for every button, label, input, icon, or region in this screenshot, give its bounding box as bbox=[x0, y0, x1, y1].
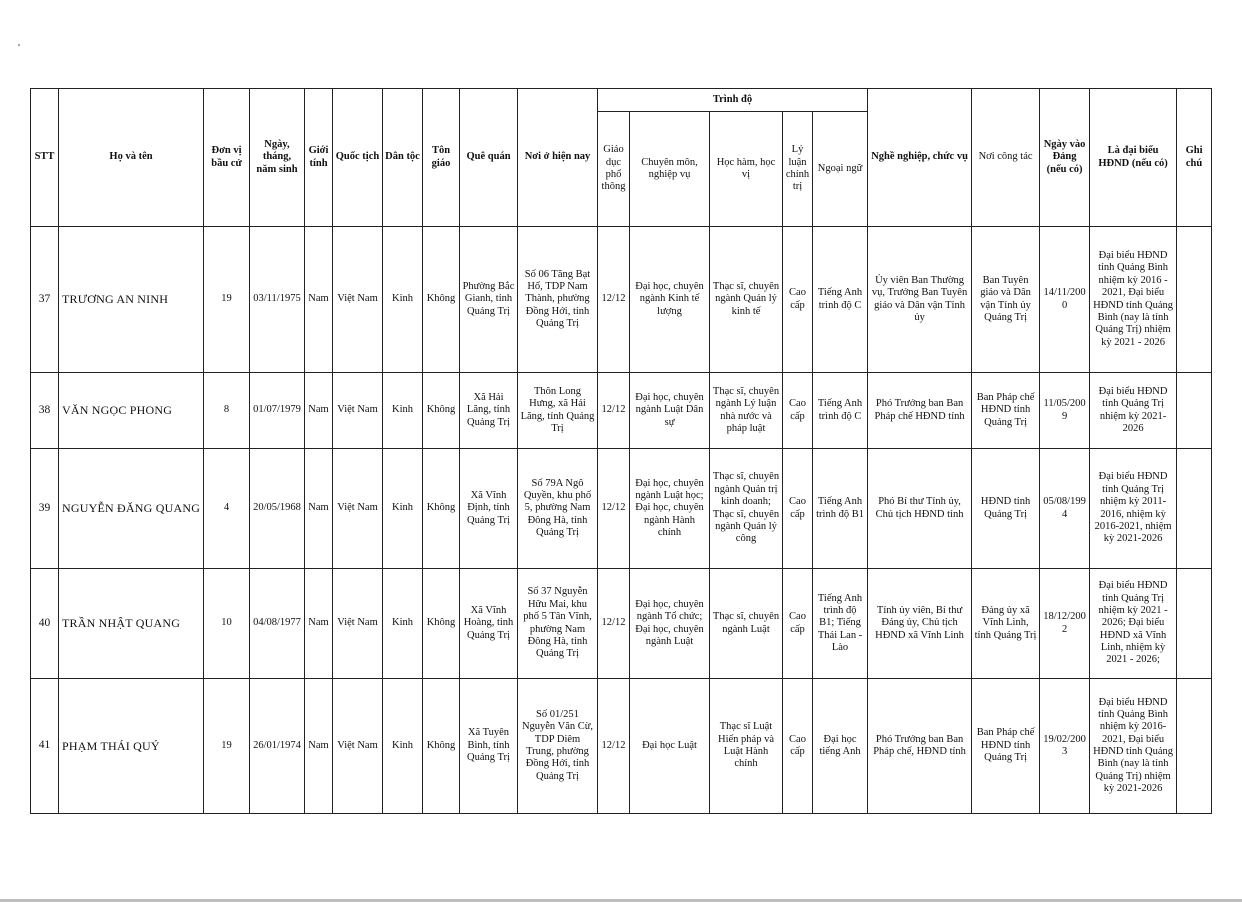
cell-noi-o: Số 37 Nguyễn Hữu Mai, khu phố 5 Tân Vĩnh, phường Nam Đông Hà, tỉnh Quảng Trị bbox=[518, 569, 598, 679]
col-que-quan: Quê quán bbox=[460, 89, 518, 227]
cell-ngoai-ngu: Tiếng Anh trình độ C bbox=[813, 373, 868, 449]
cell-ton-giao: Không bbox=[423, 569, 460, 679]
cell-ton-giao: Không bbox=[423, 227, 460, 373]
table-row bbox=[31, 449, 1212, 569]
cell-noi-o: Số 79A Ngô Quyền, khu phố 5, phường Nam Đông Hà, tỉnh Quảng Trị bbox=[518, 449, 598, 569]
cell-nghe-nghiep: Phó Trưởng ban Ban Pháp chế, HĐND tỉnh bbox=[868, 679, 972, 814]
cell-nghe-nghiep: Phó Trưởng ban Ban Pháp chế HĐND tỉnh bbox=[868, 373, 972, 449]
cell-noi-o: Thôn Long Hưng, xã Hải Lăng, tỉnh Quảng Trị bbox=[518, 373, 598, 449]
cell-gioi-tinh: Nam bbox=[305, 679, 333, 814]
cell-ton-giao: Không bbox=[423, 679, 460, 814]
cell-quoc-tich: Việt Nam bbox=[333, 449, 383, 569]
cell-ngay-vao-dang: 05/08/1994 bbox=[1040, 449, 1090, 569]
cell-ghi-chu bbox=[1177, 227, 1212, 373]
cell-giao-duc: 12/12 bbox=[598, 679, 630, 814]
cell-quoc-tich: Việt Nam bbox=[333, 227, 383, 373]
cell-ly-luan: Cao cấp bbox=[783, 569, 813, 679]
cell-noi-o: Số 06 Tăng Bạt Hổ, TDP Nam Thành, phường Đồng Hới, tỉnh Quảng Trị bbox=[518, 227, 598, 373]
col-ngoai-ngu: Ngoại ngữ bbox=[813, 112, 868, 227]
cell-dai-bieu: Đại biểu HĐND tỉnh Quảng Trị nhiệm kỳ 2021-2026 bbox=[1090, 373, 1177, 449]
cell-chuyen-mon: Đại học, chuyên ngành Kinh tế lượng bbox=[630, 227, 710, 373]
cell-dai-bieu: Đại biểu HĐND tỉnh Quảng Trị nhiệm kỳ 2011-2016, nhiệm kỳ 2016-2021, nhiệm kỳ 2021-2026 bbox=[1090, 449, 1177, 569]
cell-dai-bieu: Đại biểu HĐND tỉnh Quảng Bình nhiệm kỳ 2016 - 2021, Đại biểu HĐND tỉnh Quảng Bình (nay là tỉnh Quảng Trị) nhiệm kỳ 2021 - 2026 bbox=[1090, 227, 1177, 373]
cell-ngoai-ngu: Đại học tiếng Anh bbox=[813, 679, 868, 814]
cell-noi-cong-tac: Ban Tuyên giáo và Dân vận Tỉnh ủy Quảng Trị bbox=[972, 227, 1040, 373]
cell-noi-o: Số 01/251 Nguyễn Văn Cừ, TDP Diêm Trung, phường Đồng Hới, tỉnh Quảng Trị bbox=[518, 679, 598, 814]
cell-don-vi: 19 bbox=[204, 227, 250, 373]
cell-ghi-chu bbox=[1177, 449, 1212, 569]
col-noi-cong-tac: Nơi công tác bbox=[972, 89, 1040, 227]
col-noi-o: Nơi ở hiện nay bbox=[518, 89, 598, 227]
cell-stt: 38 bbox=[31, 373, 59, 449]
col-dan-toc: Dân tộc bbox=[383, 89, 423, 227]
cell-que-quan: Xã Vĩnh Hoàng, tỉnh Quảng Trị bbox=[460, 569, 518, 679]
cell-ton-giao: Không bbox=[423, 373, 460, 449]
cell-don-vi: 8 bbox=[204, 373, 250, 449]
cell-giao-duc: 12/12 bbox=[598, 449, 630, 569]
cell-ngay-vao-dang: 19/02/2003 bbox=[1040, 679, 1090, 814]
cell-ly-luan: Cao cấp bbox=[783, 679, 813, 814]
col-ly-luan: Lý luận chính trị bbox=[783, 112, 813, 227]
col-dai-bieu: Là đại biểu HĐND (nếu có) bbox=[1090, 89, 1177, 227]
header-row-top bbox=[31, 89, 1212, 112]
col-hoc-ham: Học hàm, học vị bbox=[710, 112, 783, 227]
table-row bbox=[31, 373, 1212, 449]
cell-chuyen-mon: Đại học, chuyên ngành Luật học; Đại học, chuyên ngành Hành chính bbox=[630, 449, 710, 569]
cell-ho-ten: NGUYỄN ĐĂNG QUANG bbox=[59, 449, 204, 569]
cell-ghi-chu bbox=[1177, 679, 1212, 814]
cell-nghe-nghiep: Phó Bí thư Tỉnh ủy, Chủ tịch HĐND tỉnh bbox=[868, 449, 972, 569]
scan-speck bbox=[18, 44, 20, 46]
cell-gioi-tinh: Nam bbox=[305, 449, 333, 569]
cell-dan-toc: Kinh bbox=[383, 373, 423, 449]
cell-don-vi: 19 bbox=[204, 679, 250, 814]
col-quoc-tich: Quốc tịch bbox=[333, 89, 383, 227]
cell-ngay-sinh: 26/01/1974 bbox=[250, 679, 305, 814]
cell-hoc-ham: Thạc sĩ, chuyên ngành Lý luận nhà nước và pháp luật bbox=[710, 373, 783, 449]
table-row bbox=[31, 679, 1212, 814]
cell-gioi-tinh: Nam bbox=[305, 373, 333, 449]
cell-noi-cong-tac: Đảng ủy xã Vĩnh Linh, tỉnh Quảng Trị bbox=[972, 569, 1040, 679]
cell-noi-cong-tac: HĐND tỉnh Quảng Trị bbox=[972, 449, 1040, 569]
cell-dan-toc: Kinh bbox=[383, 227, 423, 373]
cell-ho-ten: PHẠM THÁI QUÝ bbox=[59, 679, 204, 814]
cell-chuyen-mon: Đại học, chuyên ngành Tổ chức; Đại học, chuyên ngành Luật bbox=[630, 569, 710, 679]
cell-gioi-tinh: Nam bbox=[305, 569, 333, 679]
cell-ngoai-ngu: Tiếng Anh trình độ B1 bbox=[813, 449, 868, 569]
cell-stt: 41 bbox=[31, 679, 59, 814]
cell-don-vi: 4 bbox=[204, 449, 250, 569]
cell-hoc-ham: Thạc sĩ Luật Hiến pháp và Luật Hành chính bbox=[710, 679, 783, 814]
delegate-table bbox=[30, 88, 1212, 814]
col-nghe-nghiep: Nghề nghiệp, chức vụ bbox=[868, 89, 972, 227]
col-ton-giao: Tôn giáo bbox=[423, 89, 460, 227]
cell-stt: 39 bbox=[31, 449, 59, 569]
cell-ngoai-ngu: Tiếng Anh trình độ C bbox=[813, 227, 868, 373]
cell-hoc-ham: Thạc sĩ, chuyên ngành Quản trị kinh doanh; Thạc sĩ, chuyên ngành Quản lý công bbox=[710, 449, 783, 569]
cell-dai-bieu: Đại biểu HĐND tỉnh Quảng Bình nhiệm kỳ 2016-2021, Đại biểu HĐND tỉnh Quảng Bình (nay là tỉnh Quảng Trị) nhiệm kỳ 2021-2026 bbox=[1090, 679, 1177, 814]
cell-ngay-sinh: 20/05/1968 bbox=[250, 449, 305, 569]
cell-dan-toc: Kinh bbox=[383, 679, 423, 814]
cell-chuyen-mon: Đại học, chuyên ngành Luật Dân sự bbox=[630, 373, 710, 449]
cell-quoc-tich: Việt Nam bbox=[333, 373, 383, 449]
cell-hoc-ham: Thạc sĩ, chuyên ngành Luật bbox=[710, 569, 783, 679]
col-gioi-tinh: Giới tính bbox=[305, 89, 333, 227]
col-don-vi: Đơn vị bầu cử bbox=[204, 89, 250, 227]
cell-ngay-sinh: 01/07/1979 bbox=[250, 373, 305, 449]
col-chuyen-mon: Chuyên môn, nghiệp vụ bbox=[630, 112, 710, 227]
table-row bbox=[31, 227, 1212, 373]
cell-ton-giao: Không bbox=[423, 449, 460, 569]
cell-que-quan: Xã Vĩnh Định, tỉnh Quảng Trị bbox=[460, 449, 518, 569]
col-group-trinh-do: Trình độ bbox=[598, 89, 868, 112]
cell-ho-ten: VĂN NGỌC PHONG bbox=[59, 373, 204, 449]
col-ghi-chu: Ghi chú bbox=[1177, 89, 1212, 227]
col-ngay-vao-dang: Ngày vào Đảng (nếu có) bbox=[1040, 89, 1090, 227]
cell-ly-luan: Cao cấp bbox=[783, 227, 813, 373]
cell-gioi-tinh: Nam bbox=[305, 227, 333, 373]
col-stt: STT bbox=[31, 89, 59, 227]
cell-don-vi: 10 bbox=[204, 569, 250, 679]
cell-nghe-nghiep: Ủy viên Ban Thường vụ, Trưởng Ban Tuyên giáo và Dân vận Tỉnh ủy bbox=[868, 227, 972, 373]
cell-noi-cong-tac: Ban Pháp chế HĐND tỉnh Quảng Trị bbox=[972, 373, 1040, 449]
cell-ngay-sinh: 03/11/1975 bbox=[250, 227, 305, 373]
cell-quoc-tich: Việt Nam bbox=[333, 569, 383, 679]
cell-ngoai-ngu: Tiếng Anh trình độ B1; Tiếng Thái Lan - Lào bbox=[813, 569, 868, 679]
cell-nghe-nghiep: Tỉnh ủy viên, Bí thư Đảng ủy, Chủ tịch HĐND xã Vĩnh Linh bbox=[868, 569, 972, 679]
cell-quoc-tich: Việt Nam bbox=[333, 679, 383, 814]
cell-dan-toc: Kinh bbox=[383, 569, 423, 679]
table-row bbox=[31, 569, 1212, 679]
cell-que-quan: Xã Tuyên Bình, tỉnh Quảng Trị bbox=[460, 679, 518, 814]
cell-dai-bieu: Đại biểu HĐND tỉnh Quảng Trị nhiệm kỳ 2021 - 2026; Đại biểu HĐND xã Vĩnh Linh, nhiệm kỳ 2021 - 2026; bbox=[1090, 569, 1177, 679]
cell-stt: 40 bbox=[31, 569, 59, 679]
cell-ho-ten: TRƯƠNG AN NINH bbox=[59, 227, 204, 373]
cell-giao-duc: 12/12 bbox=[598, 227, 630, 373]
col-giao-duc: Giáo dục phổ thông bbox=[598, 112, 630, 227]
cell-ghi-chu bbox=[1177, 373, 1212, 449]
cell-noi-cong-tac: Ban Pháp chế HĐND tỉnh Quảng Trị bbox=[972, 679, 1040, 814]
cell-chuyen-mon: Đại học Luật bbox=[630, 679, 710, 814]
col-ngay-sinh: Ngày, tháng, năm sinh bbox=[250, 89, 305, 227]
cell-dan-toc: Kinh bbox=[383, 449, 423, 569]
cell-stt: 37 bbox=[31, 227, 59, 373]
cell-ho-ten: TRẦN NHẬT QUANG bbox=[59, 569, 204, 679]
cell-ngay-vao-dang: 14/11/2000 bbox=[1040, 227, 1090, 373]
cell-ngay-sinh: 04/08/1977 bbox=[250, 569, 305, 679]
cell-giao-duc: 12/12 bbox=[598, 373, 630, 449]
cell-que-quan: Phường Bắc Gianh, tỉnh Quảng Trị bbox=[460, 227, 518, 373]
cell-ghi-chu bbox=[1177, 569, 1212, 679]
cell-que-quan: Xã Hải Lăng, tỉnh Quảng Trị bbox=[460, 373, 518, 449]
cell-ngay-vao-dang: 11/05/2009 bbox=[1040, 373, 1090, 449]
cell-giao-duc: 12/12 bbox=[598, 569, 630, 679]
col-ho-ten: Họ và tên bbox=[59, 89, 204, 227]
cell-ngay-vao-dang: 18/12/2002 bbox=[1040, 569, 1090, 679]
cell-ly-luan: Cao cấp bbox=[783, 373, 813, 449]
cell-ly-luan: Cao cấp bbox=[783, 449, 813, 569]
cell-hoc-ham: Thạc sĩ, chuyên ngành Quản lý kinh tế bbox=[710, 227, 783, 373]
